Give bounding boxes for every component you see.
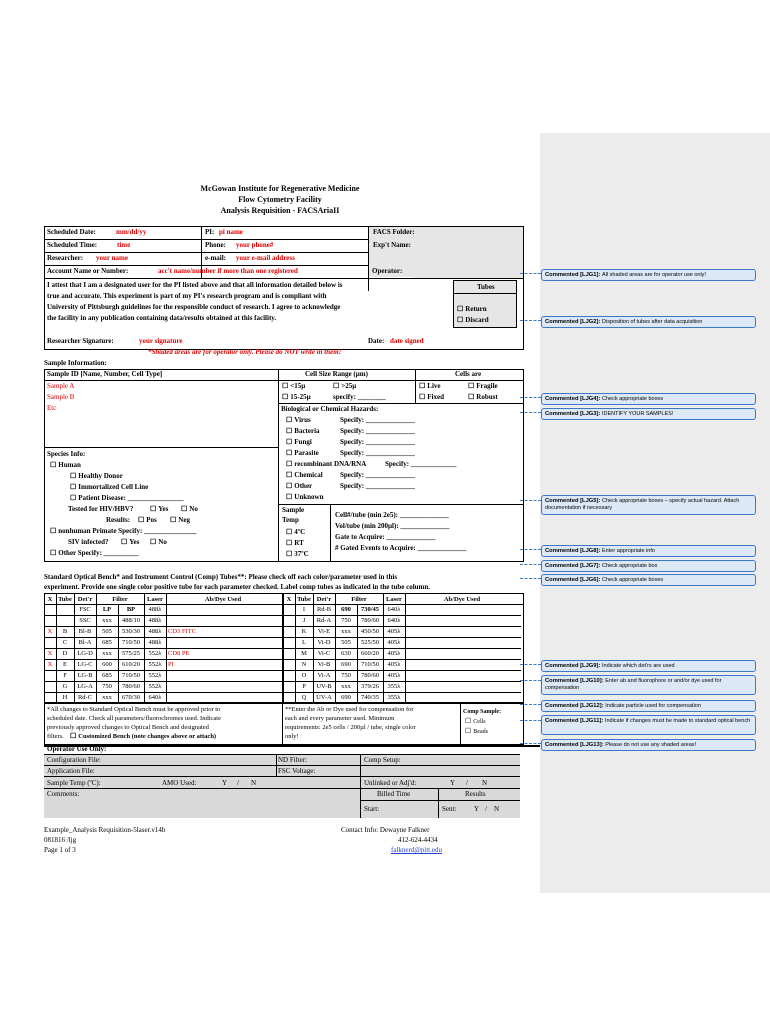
optics-cell-laser: 405λ [387,661,401,668]
optics-cell-det: LG-B [77,672,93,679]
optics-cell-det: FSC [79,606,91,613]
comment-text: Disposition of tubes after data acquisition [602,319,703,325]
sample-info-title: Sample Information: [44,359,107,367]
optics-cell-det: UV-B [316,683,332,690]
optics-cell-tube: K [301,628,307,635]
scheduled-time-value[interactable]: time [117,241,131,249]
attest-text-3: University of Pittsburgh guidelines for the responsible conduct of research. I agree to acknowledge [47,303,341,311]
comment-label: Commented [LJG8]: [545,548,603,554]
optics-cell-tube: F [63,672,67,679]
optics-cell-tube: C [62,639,68,646]
optics-cell-laser: 640λ [148,694,162,701]
optics-cell-laser: 405λ [387,672,401,679]
comment-label: Commented [LJG7]: [545,563,603,569]
note-bench-1: *All changes to Standard Optical Bench must be approved prior to [47,706,221,713]
hazard-chemical-checkbox[interactable]: ☐ Chemical [286,471,323,480]
nd-filter-label: ND Filter: [278,756,307,764]
sent-label: Sent: [442,805,457,813]
optics-cell-x[interactable]: X [47,661,53,668]
fsc-voltage-label: FSC Voltage: [278,767,316,775]
optics-cell-bp: 525/50 [360,639,380,646]
note-comp-1: **Enter the Ab or Dye used for compensation for [285,706,414,713]
comment-text: Check appropriate boxes [602,396,664,402]
optics-cell-x[interactable]: X [47,628,53,635]
temp-37c-checkbox[interactable]: ☐ 37ºC [286,550,309,559]
optics-cell-det: SSC [79,617,91,624]
hazard-virus-checkbox[interactable]: ☐ Virus [286,416,311,425]
optics-cell-laser: 552λ [148,672,162,679]
researcher-value[interactable]: your name [96,254,128,262]
optics-cell-lp: 685 [102,672,112,679]
optics-cell-lp: 750 [102,683,112,690]
optics-cell-bp: 780/60 [360,617,380,624]
results-pos-checkbox[interactable]: ☐ Pos [138,516,157,525]
optics-cell-laser: 488λ [148,628,162,635]
optics-cell-laser: 552λ [148,661,162,668]
gate-to-acquire[interactable]: Gate to Acquire: ______________ [335,533,436,541]
account-value[interactable]: acc't name/number if more than one registered [158,267,298,275]
optics-cell-laser: 355λ [387,694,401,701]
fixed-checkbox[interactable]: ☐ Fixed [419,393,444,402]
optics-cell-tube: Q [301,694,307,701]
footer-date: 081816 /ljg [44,836,77,844]
note-bench-4: filters. [47,733,64,740]
comp-cells-checkbox[interactable]: ☐ Cells [465,717,486,727]
hazard-parasite-specify[interactable]: Specify: ______________ [340,449,415,457]
footer-email[interactable]: falknerd@pitt.edu [391,846,442,854]
optics-cell-lp: xxx [102,694,112,701]
optics-cell-lp: 600 [102,661,112,668]
comment-label: Commented [LJG1]: [545,272,603,278]
optics-cell-laser: 552λ [148,683,162,690]
comp-beads-checkbox[interactable]: ☐ Beads [465,727,488,737]
temp-4c-checkbox[interactable]: ☐ 4ºC [286,528,305,537]
comment-text: Please do not use any shaded areas! [605,742,697,748]
amo-slash: / [237,779,239,787]
size-15-25-checkbox[interactable]: ☐ 15-25µ [282,393,311,402]
unlinked-slash: / [466,779,468,787]
date-value[interactable]: date signed [390,337,424,345]
attest-text-2: true and accurate. This experiment is part of my PI's research program and is compliant with [47,292,327,300]
optics-header-5: Ab/Dye Used [204,596,242,603]
unlinked-no: N [482,779,488,787]
optics-cell-laser: 640λ [387,617,401,624]
tested-yes-checkbox[interactable]: ☐ Yes [150,505,168,514]
phone-value[interactable]: your phone# [236,241,274,249]
comment-bubble[interactable] [541,269,756,281]
email-label: e-mail: [205,254,226,262]
comment-text: Check appropriate boxes [602,577,664,583]
optics-cell-det: Rd-A [316,617,332,624]
optics-cell-det: Vi-E [317,628,331,635]
tubes-label: Tubes [477,283,495,291]
comment-bubble[interactable] [541,560,756,572]
optics-header-0: X [47,596,53,603]
cell-per-tube[interactable]: Cell#/tube (min 2e5): ______________ [335,511,449,519]
optics-header-4: Laser [147,596,163,603]
optics-title: Standard Optical Bench* and Instrument Control (Comp) Tubes**: Please check off each color/parameter used in this [44,573,398,581]
discard-checkbox[interactable]: ☐ Discard [457,316,489,325]
optics-cell-ab[interactable]: PI [168,661,174,668]
comment-bubble[interactable] [541,739,756,751]
sample-a[interactable]: Sample A [47,382,75,390]
comment-bubble[interactable] [541,574,756,586]
comment-bubble[interactable] [541,545,756,557]
optics-cell-det: Bl-A [78,639,92,646]
scheduled-time-label: Scheduled Time: [47,241,98,249]
optics-cell-det: LG-D [77,650,93,657]
optics-cell-lp: 505 [341,639,351,646]
optics-cell-laser: 552λ [148,650,162,657]
optics-cell-laser: 405λ [387,650,401,657]
amo-used-label: AMO Used: [162,779,197,787]
email-value[interactable]: your e-mail address [236,254,295,262]
optics-cell-bp: 730/45 [360,606,380,613]
comp-setup-label: Comp Setup: [364,756,401,764]
optics-cell-laser: 405λ [387,628,401,635]
optics-cell-laser: 488λ [148,639,162,646]
optics-cell-lp: xxx [341,628,351,635]
optics-cell-bp: 670/30 [121,694,141,701]
optics-cell-tube: L [302,639,306,646]
optics-cell-tube: G [62,683,68,690]
comment-label: Commented [LJG3]: [545,411,603,417]
comment-label: Commented [LJG13]: [545,742,606,748]
sample-id-header: Sample ID [Name, Number, Cell Type] [47,370,163,378]
pi-value[interactable]: pi name [219,228,243,236]
operator-label: Operator: [372,267,403,275]
footer-contact: Contact Info: Dewayne Falkner [341,826,430,834]
date-label: Date: [368,337,385,345]
optics-cell-bp: 740/35 [360,694,380,701]
comment-bubble[interactable] [541,393,756,405]
size-gt25-checkbox[interactable]: ☐ >25µ [333,382,356,391]
sample-etc[interactable]: Etc [47,404,57,412]
temp-rt-checkbox[interactable]: ☐ RT [286,539,304,548]
application-file-label: Application File: [47,767,95,775]
optics-cell-lp: 750 [341,672,351,679]
optics-title-2: experiment. Provide one single color positive tube for each parameter checked. Label comp tubes as indicated in the tube column. [44,583,431,591]
custom-bench-checkbox[interactable]: ☐ Customized Bench (note changes above or attach) [70,732,216,741]
optics-header-1: Tube [58,596,72,603]
optics-cell-lp: 690 [341,661,351,668]
optics-cell-det: Vi-A [317,672,331,679]
optics-cell-lp: 690 [341,606,351,613]
siv-label: SIV infected? [68,538,109,546]
optics-cell-bp: 780/60 [360,672,380,679]
optics-cell-tube: J [302,617,306,624]
optics-cell-det: Rd-C [77,694,93,701]
hazard-parasite-checkbox[interactable]: ☐ Parasite [286,449,319,458]
comment-text: Check appropriate boxes – specify actual hazard. Attach documentation if necessary [545,498,740,511]
optics-cell-bp: 379/26 [360,683,380,690]
species-header: Species Info: [47,450,86,458]
immortalized-checkbox[interactable]: ☐ Immortalized Cell Line [70,483,148,492]
optics-cell-det: Vi-D [317,639,331,646]
comment-bubble[interactable] [541,316,756,328]
scheduled-date-label: Scheduled Date: [47,228,96,236]
vol-per-tube[interactable]: Vol/tube (min 200µl): ______________ [335,522,450,530]
hazard-unknown-checkbox[interactable]: ☐ Unknown [286,493,323,502]
comments-label: Comments: [47,790,80,798]
optics-cell-det: Bl-B [78,628,92,635]
optics-cell-lp: 690 [341,694,351,701]
size-lt15-checkbox[interactable]: ☐ <15µ [282,382,305,391]
start-label: Start: [364,805,380,813]
scheduled-date-value[interactable]: mm/dd/yy [116,228,147,236]
hazard-other-checkbox[interactable]: ☐ Other [286,482,312,491]
optics-cell-det: LG-C [77,661,93,668]
optics-header-0: X [286,596,292,603]
optics-cell-laser: 640λ [387,606,401,613]
unlinked-label: Unlinked or Adj'd: [364,779,417,787]
hazards-header: Biological or Chemical Hazards: [281,405,379,413]
optics-cell-lp: 750 [341,617,351,624]
operator-field [413,266,523,278]
optics-header-5: Ab/Dye Used [443,596,481,603]
comment-text: Enter appropriate info [602,548,655,554]
optics-cell-tube: P [302,683,306,690]
temp-label: Temp [282,516,299,524]
comment-label: Commented [LJG4]: [545,396,603,402]
optics-cell-det: Vi-C [317,650,331,657]
optics-header-2: Det'r [77,596,93,603]
size-specify[interactable]: specify: ________ [333,393,386,401]
optics-cell-lp: 630 [341,650,351,657]
account-label: Account Name or Number: [47,267,129,275]
note-comp-2: each and every parameter used. Minimum [285,715,395,722]
optics-cell-laser: 488λ [148,617,162,624]
optics-cell-det: LG-A [77,683,93,690]
optics-cell-ab[interactable]: CD3 FITC [168,628,196,635]
cell-size-header: Cell Size Range (µm) [305,370,368,378]
optics-cell-bp: 710/50 [360,661,380,668]
healthy-donor-checkbox[interactable]: ☐ Healthy Donor [70,472,123,481]
comment-label: Commented [LJG2]: [545,319,603,325]
shaded-note: *Shaded areas are for operator only. Please do NOT write in them! [148,348,342,356]
optics-header-3: Filter [112,596,128,603]
live-checkbox[interactable]: ☐ Live [419,382,441,391]
sent-slash: / [485,805,487,813]
optics-cell-tube: E [63,661,67,668]
optics-header-1: Tube [297,596,311,603]
attest-text-1: I attest that I am a designated user for the PI listed above and that all information detailed below is [47,281,343,289]
hazard-bacteria-checkbox[interactable]: ☐ Bacteria [286,427,320,436]
note-bench-2: scheduled date. Check all parameters/fluorochromes used. Indicate [47,715,221,722]
optics-cell-laser: 488λ [148,606,162,613]
optics-cell-lp: LP [102,606,112,613]
config-file-label[interactable]: Configuration File: [47,756,101,764]
signature-label: Researcher Signature: [47,337,114,345]
patient-checkbox[interactable]: ☐ Patient Disease: ________________ [70,494,184,503]
researcher-label: Researcher: [47,254,84,262]
hazard-recombinant-specify[interactable]: Specify: _____________ [385,460,457,468]
footer-page: Page 1 of 3 [44,846,76,854]
results-label-op: Results [465,790,486,798]
optics-cell-tube: H [62,694,68,701]
optics-cell-det: Vi-B [317,661,331,668]
optics-header-3: Filter [351,596,367,603]
footer-phone: 412-624-4434 [398,836,438,844]
fragile-checkbox[interactable]: ☐ Fragile [468,382,498,391]
cells-are-header: Cells are [455,370,482,378]
comment-text: IDENTIFY YOUR SAMPLES! [602,411,674,417]
optics-cell-ab[interactable]: CD8 PE [168,650,190,657]
optics-cell-det: Rd-B [316,606,332,613]
unlinked-yes: Y [450,779,456,787]
hazard-virus-specify[interactable]: Specify: ______________ [340,416,415,424]
human-checkbox[interactable]: ☐ Human [50,461,81,470]
return-checkbox[interactable]: ☐ Return [457,305,487,314]
optics-cell-lp: xxx [341,683,351,690]
optics-cell-lp: xxx [102,617,112,624]
other-species-checkbox[interactable]: ☐ Other Specify: __________ [50,549,139,558]
phone-label: Phone: [205,241,226,249]
sample-temp-op-label: Sample Temp (ºC): [47,779,101,787]
hazard-recombinant-checkbox[interactable]: ☐ recombinant DNA/RNA [286,460,366,469]
siv-yes-checkbox[interactable]: ☐ Yes [121,538,139,547]
header-facility: Flow Cytometry Facility [238,195,322,204]
amo-no: N [251,779,257,787]
optics-cell-laser: 355λ [387,683,401,690]
footer-file: Example_Analysis Requisition-5laser.v14b [44,826,166,834]
optics-cell-laser: 405λ [387,639,401,646]
note-comp-3: requirements: 2e5 cells / 200µl / tube, single color [285,724,416,731]
sample-temp-label: Sample [282,506,305,514]
optics-header-2: Det'r [316,596,332,603]
hazard-fungi-checkbox[interactable]: ☐ Fungi [286,438,312,447]
hazard-bacteria-specify[interactable]: Specify: ______________ [340,427,415,435]
optics-cell-bp: 450/50 [360,628,380,635]
comment-text: Indicate particle used for compensation [605,703,701,709]
siv-no-checkbox[interactable]: ☐ No [150,538,167,547]
robust-checkbox[interactable]: ☐ Robust [468,393,498,402]
optics-cell-det: UV-A [316,694,332,701]
optics-cell-tube: D [62,650,68,657]
hazard-fungi-specify[interactable]: Specify: ______________ [340,438,415,446]
optics-cell-lp: 685 [102,639,112,646]
results-label: Results: [106,516,131,524]
sent-yes: Y [474,805,480,813]
exp-name-label: Exp't Name: [373,241,411,249]
comment-text: Indicate which det'rs are used [602,663,675,669]
comment-bubble[interactable] [541,660,756,672]
amo-yes: Y [222,779,228,787]
comment-text: All shaded areas are for operator use only! [602,272,706,278]
comment-bubble[interactable] [541,408,756,420]
optics-cell-lp: xxx [102,650,112,657]
comment-bubble[interactable] [541,715,756,735]
optics-cell-lp: 505 [102,628,112,635]
attest-text-4: the facility in any publication containing data/results obtained at this facility. [47,314,277,322]
billed-time-label: Billed Time [377,790,411,798]
optics-cell-tube: N [301,661,307,668]
optics-cell-bp: 610/20 [121,661,141,668]
optics-cell-bp: BP [126,606,136,613]
hazard-other-specify[interactable]: Specify: ______________ [340,482,415,490]
results-neg-checkbox[interactable]: ☐ Neg [170,516,190,525]
optics-cell-bp: 710/50 [121,639,141,646]
sample-b[interactable]: Sample B [47,393,75,401]
comment-label: Commented [LJG5]: [545,498,603,504]
comment-label: Commented [LJG10]: [545,678,606,684]
optics-cell-bp: 530/30 [121,628,141,635]
optics-cell-tube: M [301,650,307,657]
comment-bubble[interactable] [541,700,756,712]
comment-bubble[interactable] [541,495,756,515]
header-institute: McGowan Institute for Regenerative Medicine [200,184,360,193]
facs-folder-label: FACS Folder: [373,228,415,236]
optics-cell-tube: B [62,628,68,635]
pi-label: PI: [205,228,215,236]
comment-text: Enter ab and fluorophore or and/or dye used for compensation [545,678,722,691]
comment-text: Indicate if changes must be made to standard optical bench [604,718,751,724]
comment-label: Commented [LJG12]: [545,703,606,709]
comment-text: Check appropriate box [602,563,658,569]
comp-sample-label: Comp Sample: [463,709,502,715]
note-comp-4: only! [285,733,299,740]
hazard-chemical-specify[interactable]: Specify: ______________ [340,471,415,479]
comment-label: Commented [LJG6]: [545,577,603,583]
optics-cell-bp: 488/10 [121,617,141,624]
tested-hiv-label: Tested for HIV/HBV? [68,505,134,513]
header-form-title: Analysis Requisition - FACSAriaII [220,206,340,215]
comment-label: Commented [LJG11]: [545,718,605,724]
optics-cell-tube: I [302,606,306,613]
optics-header-4: Laser [386,596,402,603]
gated-events[interactable]: # Gated Events to Acquire: ______________ [335,544,467,552]
comment-bubble[interactable] [541,675,756,695]
optics-cell-bp: 780/60 [121,683,141,690]
optics-cell-bp: 660/20 [360,650,380,657]
sent-no: N [494,805,500,813]
nonhuman-primate-checkbox[interactable]: ☐ nonhuman Primate Specify: _______________ [50,527,197,536]
comment-label: Commented [LJG9]: [545,663,603,669]
optics-cell-x[interactable]: X [47,650,53,657]
signature-value[interactable]: your signature [139,337,183,345]
operator-title: Operator Use Only: [47,745,107,753]
optics-cell-bp: 710/50 [121,672,141,679]
optics-cell-tube: O [301,672,307,679]
note-bench-3: previously approved changes to Optical Bench and designated [47,724,209,731]
optics-cell-bp: 575/25 [121,650,141,657]
tested-no-checkbox[interactable]: ☐ No [181,505,198,514]
